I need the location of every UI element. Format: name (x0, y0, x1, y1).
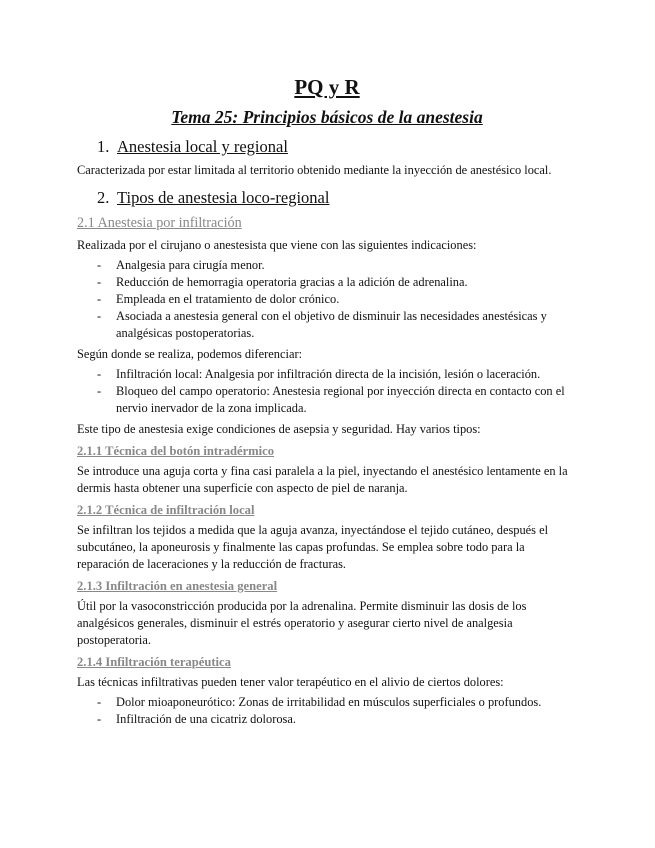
subsection-2-1-1-paragraph: Se introduce una aguja corta y fina casi paralela a la piel, inyectando el anestésico lentamente en la dermis hasta obtener una superficie con aspecto de piel de naranja. (77, 464, 568, 495)
section-1-title: Anestesia local y regional (117, 137, 288, 156)
subsection-2-1-2-heading: 2.1.2 Técnica de infiltración local (77, 503, 255, 517)
subsection-2-1-1-heading: 2.1.1 Técnica del botón intradérmico (77, 444, 275, 458)
section-1-paragraph: Caracterizada por estar limitada al territorio obtenido mediante la inyección de anestésico local. (77, 163, 552, 177)
subsection-2-1-3-heading: 2.1.3 Infiltración en anestesia general (77, 579, 278, 593)
subsection-2-1-closing: Este tipo de anestesia exige condiciones de asepsia y seguridad. Hay varios tipos: (77, 422, 481, 436)
therapeutic-list (77, 694, 577, 728)
list-item: - Infiltración local: Analgesia por infiltración directa de la incisión, lesión o laceración. (77, 366, 577, 383)
subsection-2-1-4-heading: 2.1.4 Infiltración terapéutica (77, 655, 231, 669)
list-item: - Infiltración de una cicatriz dolorosa. (77, 711, 577, 728)
list-item: - Analgesia para cirugía menor. (77, 257, 577, 274)
subsection-2-1-heading: 2.1 Anestesia por infiltración (77, 215, 242, 231)
subsection-2-1-3-paragraph: Útil por la vasoconstricción producida por la adrenalina. Permite disminuir las dosis de los analgésicos generales, disminuir el estrés operatorio y asegurar cierto nivel de analgesia postoperatoria. (77, 599, 527, 647)
section-1-number: 1. (97, 137, 110, 156)
section-2-number: 2. (97, 188, 110, 207)
document-title: PQ y R (294, 75, 360, 99)
subsection-2-1-intro: Realizada por el cirujano o anestesista que viene con las siguientes indicaciones: (77, 238, 477, 252)
subsection-2-1-4-intro: Las técnicas infiltrativas pueden tener valor terapéutico en el alivio de ciertos dolores: (77, 675, 504, 689)
list-item: - Asociada a anestesia general con el objetivo de disminuir las necesidades anestésicas y analgésicas postoperatorias. (77, 308, 577, 342)
section-2-heading (77, 187, 577, 209)
section-1-heading (77, 136, 577, 158)
page-content (77, 74, 577, 732)
list-item: - Empleada en el tratamiento de dolor crónico. (77, 291, 577, 308)
document-subtitle: Tema 25: Principios básicos de la anestesia (171, 107, 483, 127)
infiltration-types-list (77, 366, 577, 417)
list-item: - Reducción de hemorragia operatoria gracias a la adición de adrenalina. (77, 274, 577, 291)
list-item: - Bloqueo del campo operatorio: Anestesia regional por inyección directa en contacto con el nervio inervador de la zona implicada. (77, 383, 577, 417)
indications-list (77, 257, 577, 342)
list-item: - Dolor mioaponeurótico: Zonas de irritabilidad en músculos superficiales o profundos. (77, 694, 577, 711)
section-2-title: Tipos de anestesia loco-regional (117, 188, 330, 207)
subsection-2-1-2-paragraph: Se infiltran los tejidos a medida que la aguja avanza, inyectándose el tejido cutáneo, después el subcutáneo, la aponeurosis y finalmente las capas profundas. Se emplea sobre todo para la reparación de laceraciones y la reducción de fracturas. (77, 523, 549, 571)
subsection-2-1-intro-2: Según donde se realiza, podemos diferenciar: (77, 347, 303, 361)
